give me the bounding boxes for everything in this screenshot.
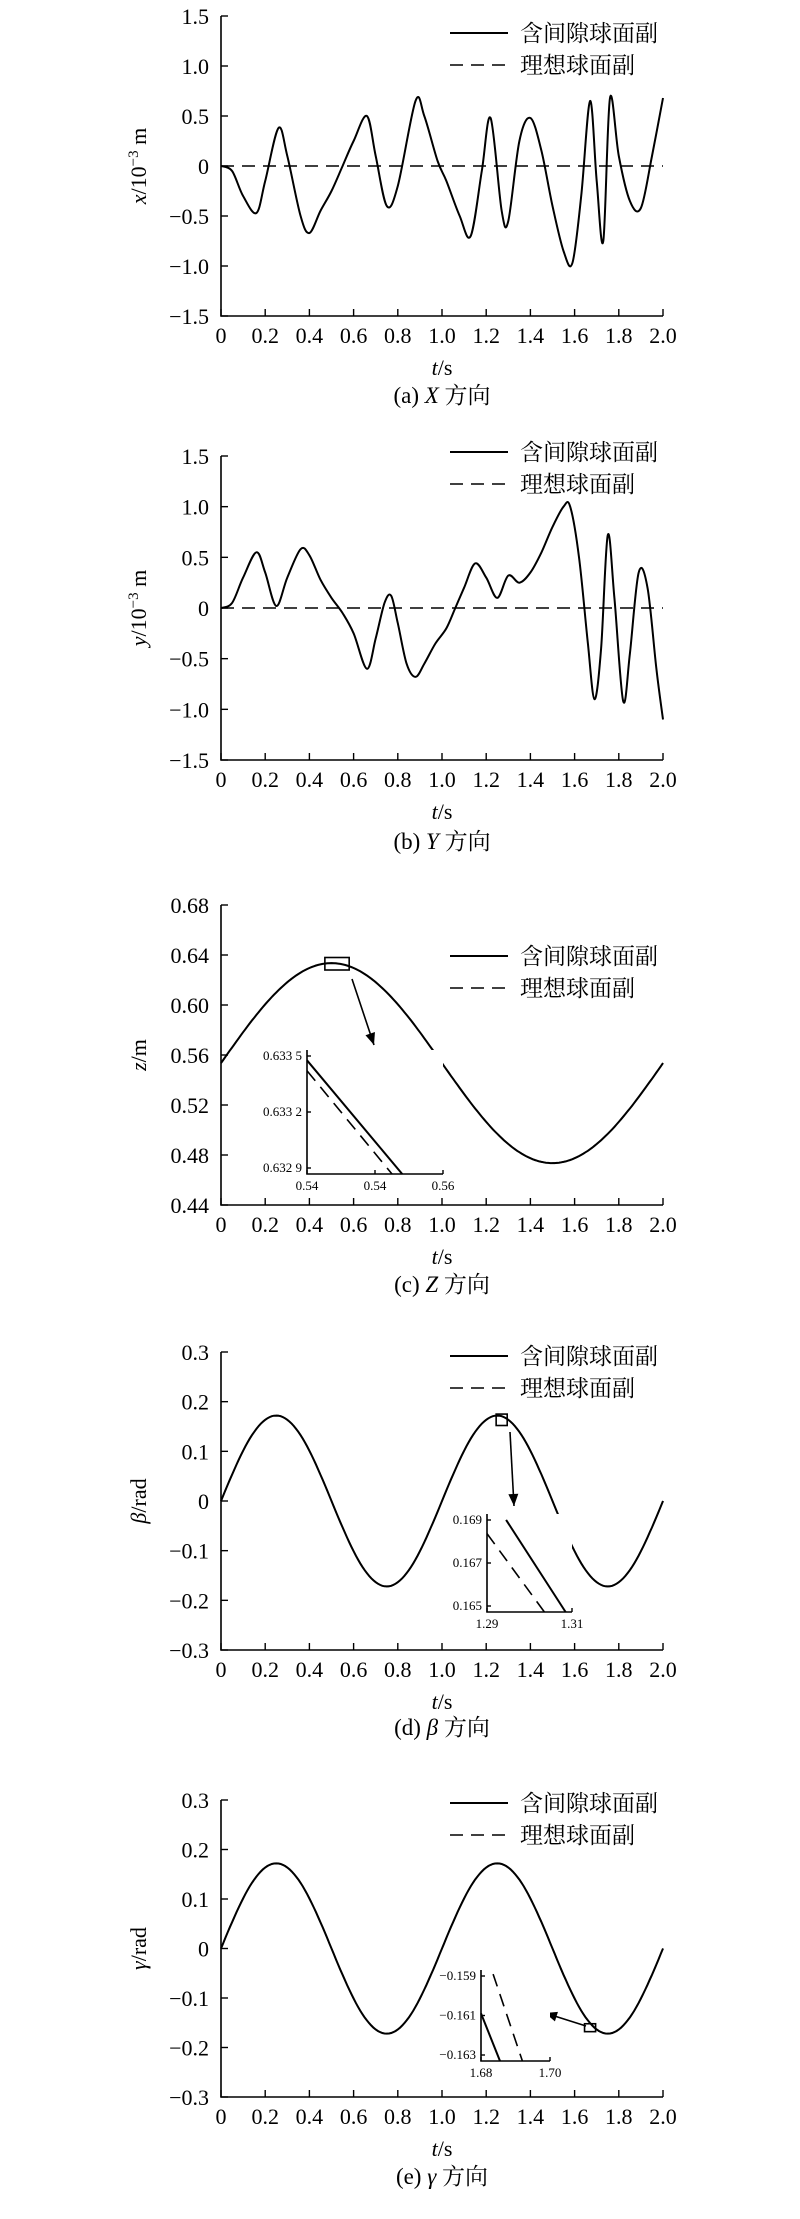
- inset-y-tick-label: −0.163: [439, 2047, 476, 2062]
- x-tick-label: 1.6: [560, 323, 589, 348]
- inset-x-tick-label: 0.54: [295, 1178, 319, 1193]
- x-tick-label: 1.4: [516, 2104, 545, 2129]
- x-axis-label: t/s: [431, 2136, 453, 2161]
- x-tick-label: 0.6: [339, 323, 368, 348]
- x-tick-label: 0.2: [251, 767, 279, 792]
- x-tick-label: 0.4: [295, 323, 324, 348]
- x-tick-label: 1.0: [428, 1212, 456, 1237]
- y-tick-label: −1.0: [169, 697, 209, 723]
- y-tick-label: 0.68: [170, 893, 209, 918]
- y-tick-label: 0: [198, 596, 209, 621]
- x-tick-label: 0.8: [384, 1212, 412, 1237]
- series-line-clearance: [221, 96, 663, 267]
- x-tick-label: 0: [215, 1657, 227, 1682]
- legend: [450, 440, 658, 497]
- y-axis-label: $x/10^{-3}$ m: [126, 127, 151, 205]
- y-tick-label: 0: [198, 1936, 209, 1962]
- inset-x-tick-label: 1.29: [475, 1616, 499, 1631]
- x-tick-label: 1.2: [472, 323, 500, 348]
- inset-y-tick-label: 0.169: [452, 1512, 482, 1527]
- legend-label: 含间隙球面副: [520, 944, 658, 969]
- chart-panel-2: [126, 440, 677, 854]
- y-axis-label: z/m: [126, 1039, 151, 1071]
- y-tick-label: 0: [198, 1489, 209, 1514]
- y-tick-label: 0.64: [170, 943, 209, 968]
- x-tick-label: 1.4: [516, 323, 545, 348]
- x-tick-label: 1.0: [428, 2104, 456, 2129]
- figure-caption: (a) X 方向: [393, 383, 491, 408]
- y-tick-label: 0.48: [170, 1143, 209, 1168]
- series-line-ideal: [221, 1416, 663, 1587]
- y-tick-label: 1.5: [181, 444, 209, 469]
- y-tick-label: −0.3: [169, 2085, 209, 2110]
- x-tick-label: 0: [215, 2104, 227, 2129]
- y-tick-label: 0.1: [181, 1887, 209, 1912]
- x-axis-label: t/s: [431, 1244, 453, 1269]
- inset-y-tick-label: 0.633 2: [263, 1104, 302, 1119]
- x-tick-label: 1.0: [428, 767, 456, 792]
- zoom-arrow-head: [365, 1032, 374, 1045]
- y-tick-label: −0.2: [169, 2035, 209, 2061]
- y-tick-label: 0.52: [170, 1093, 209, 1118]
- x-tick-label: 1.8: [605, 1212, 633, 1237]
- y-tick-label: 0.2: [181, 1837, 209, 1863]
- y-tick-label: −1.0: [169, 254, 209, 279]
- y-tick-label: 0.5: [181, 545, 209, 571]
- legend-label: 含间隙球面副: [520, 21, 658, 46]
- x-axis-label: t/s: [431, 355, 453, 380]
- legend: [450, 21, 658, 78]
- y-tick-label: 0: [198, 154, 209, 179]
- y-tick-label: 0.2: [181, 1389, 209, 1415]
- figure-caption: (e) γ 方向: [395, 2164, 489, 2189]
- y-tick-label: 0.1: [181, 1439, 209, 1465]
- inset-background: [307, 1050, 443, 1174]
- x-tick-label: 0.2: [251, 1212, 279, 1237]
- y-tick-label: 0.3: [181, 1340, 209, 1365]
- legend: [450, 1344, 658, 1401]
- y-tick-label: 1.5: [181, 4, 209, 29]
- x-tick-label: 2.0: [649, 1657, 677, 1682]
- zoom-arrow-head: [508, 1494, 518, 1506]
- y-tick-label: 0.56: [170, 1043, 209, 1068]
- y-tick-label: 1.0: [181, 54, 209, 79]
- legend-label: 含间隙球面副: [520, 1791, 658, 1816]
- x-tick-label: 0.2: [251, 1657, 279, 1682]
- inset-x-tick-label: 0.56: [431, 1178, 455, 1193]
- y-tick-label: −1.5: [169, 748, 209, 773]
- x-tick-label: 2.0: [649, 323, 677, 348]
- chart-panel-3: [126, 893, 677, 1297]
- x-tick-label: 0: [215, 1212, 227, 1237]
- legend-label: 理想球面副: [520, 976, 635, 1001]
- x-tick-label: 1.4: [516, 1212, 545, 1237]
- inset-zoom: [439, 1968, 595, 2080]
- y-tick-label: −0.1: [169, 1986, 209, 2011]
- chart-panel-5: [126, 1788, 677, 2189]
- y-tick-label: 0.60: [170, 993, 209, 1018]
- inset-y-tick-label: 0.632 9: [263, 1160, 302, 1175]
- inset-y-tick-label: 0.167: [452, 1555, 482, 1570]
- x-tick-label: 0.6: [339, 2104, 368, 2129]
- legend-label: 理想球面副: [520, 53, 635, 78]
- figure-caption: (d) β 方向: [394, 1715, 490, 1740]
- y-tick-label: −0.1: [169, 1538, 209, 1564]
- x-tick-label: 0: [215, 323, 227, 348]
- inset-x-tick-label: 1.68: [469, 2065, 493, 2080]
- legend-label: 含间隙球面副: [520, 1344, 658, 1369]
- x-tick-label: 0.4: [295, 1657, 324, 1682]
- inset-background: [481, 1970, 550, 2061]
- y-tick-label: −0.2: [169, 1588, 209, 1614]
- x-tick-label: 0.6: [339, 1212, 368, 1237]
- x-tick-label: 1.2: [472, 1657, 500, 1682]
- x-tick-label: 1.6: [560, 767, 589, 792]
- x-tick-label: 1.6: [560, 1212, 589, 1237]
- chart-panel-1: [126, 4, 677, 408]
- y-tick-label: −0.3: [169, 1638, 209, 1663]
- legend: [450, 944, 658, 1001]
- x-tick-label: 1.8: [605, 2104, 633, 2129]
- inset-y-tick-label: 0.633 5: [263, 1048, 302, 1063]
- inset-x-tick-label: 1.70: [538, 2065, 562, 2080]
- x-tick-label: 1.0: [428, 1657, 456, 1682]
- x-tick-label: 0.8: [384, 1657, 412, 1682]
- y-tick-label: −0.5: [169, 646, 209, 672]
- x-tick-label: 1.8: [605, 767, 633, 792]
- x-tick-label: 1.6: [560, 1657, 589, 1682]
- x-tick-label: 1.8: [605, 323, 633, 348]
- y-axis-label: γ/rad: [126, 1927, 151, 1970]
- figure-caption: (b) Y 方向: [393, 829, 491, 854]
- legend-label: 理想球面副: [520, 472, 635, 497]
- inset-zoom: [453, 1414, 584, 1631]
- x-tick-label: 0.2: [251, 2104, 279, 2129]
- inset-x-tick-label: 0.54: [363, 1178, 387, 1193]
- legend: [450, 1791, 658, 1848]
- y-tick-label: 0.44: [170, 1193, 209, 1218]
- x-tick-label: 0.8: [384, 767, 412, 792]
- figure-caption: (c) Z 方向: [394, 1272, 490, 1297]
- inset-y-tick-label: −0.161: [439, 2007, 476, 2023]
- x-tick-label: 1.6: [560, 2104, 589, 2129]
- x-tick-label: 0.6: [339, 767, 368, 792]
- x-tick-label: 1.8: [605, 1657, 633, 1682]
- x-tick-label: 0.4: [295, 2104, 324, 2129]
- x-tick-label: 2.0: [649, 767, 677, 792]
- x-tick-label: 1.2: [472, 1212, 500, 1237]
- series-line-clearance: [221, 502, 663, 719]
- y-axis-label: β/rad: [126, 1478, 151, 1524]
- legend-label: 含间隙球面副: [520, 440, 658, 465]
- x-tick-label: 0.4: [295, 767, 324, 792]
- x-tick-label: 2.0: [649, 2104, 677, 2129]
- inset-background: [487, 1514, 572, 1612]
- chart-panel-4: [126, 1340, 677, 1740]
- x-tick-label: 0.6: [339, 1657, 368, 1682]
- x-axis-label: t/s: [431, 1689, 453, 1714]
- x-tick-label: 1.2: [472, 2104, 500, 2129]
- inset-zoom: [263, 958, 455, 1194]
- y-tick-label: −0.5: [169, 204, 209, 229]
- y-tick-label: 1.0: [181, 494, 209, 520]
- x-tick-label: 0.4: [295, 1212, 324, 1237]
- x-tick-label: 0.2: [251, 323, 279, 348]
- x-axis-label: t/s: [431, 799, 453, 824]
- x-tick-label: 0.8: [384, 2104, 412, 2129]
- x-tick-label: 0: [215, 767, 227, 792]
- inset-y-tick-label: −0.159: [439, 1968, 476, 1983]
- legend-label: 理想球面副: [520, 1376, 635, 1401]
- legend-label: 理想球面副: [520, 1823, 635, 1848]
- y-tick-label: 0.5: [181, 104, 209, 129]
- x-tick-label: 0.8: [384, 323, 412, 348]
- x-tick-label: 1.4: [516, 1657, 545, 1682]
- x-tick-label: 2.0: [649, 1212, 677, 1237]
- x-tick-label: 1.4: [516, 767, 545, 792]
- x-tick-label: 1.2: [472, 767, 500, 792]
- inset-x-tick-label: 1.31: [560, 1616, 584, 1631]
- y-axis-label: $y/10^{-3}$ m: [126, 569, 151, 647]
- inset-y-tick-label: 0.165: [452, 1598, 482, 1613]
- x-tick-label: 1.0: [428, 323, 456, 348]
- y-tick-label: −1.5: [169, 304, 209, 329]
- y-tick-label: 0.3: [181, 1788, 209, 1813]
